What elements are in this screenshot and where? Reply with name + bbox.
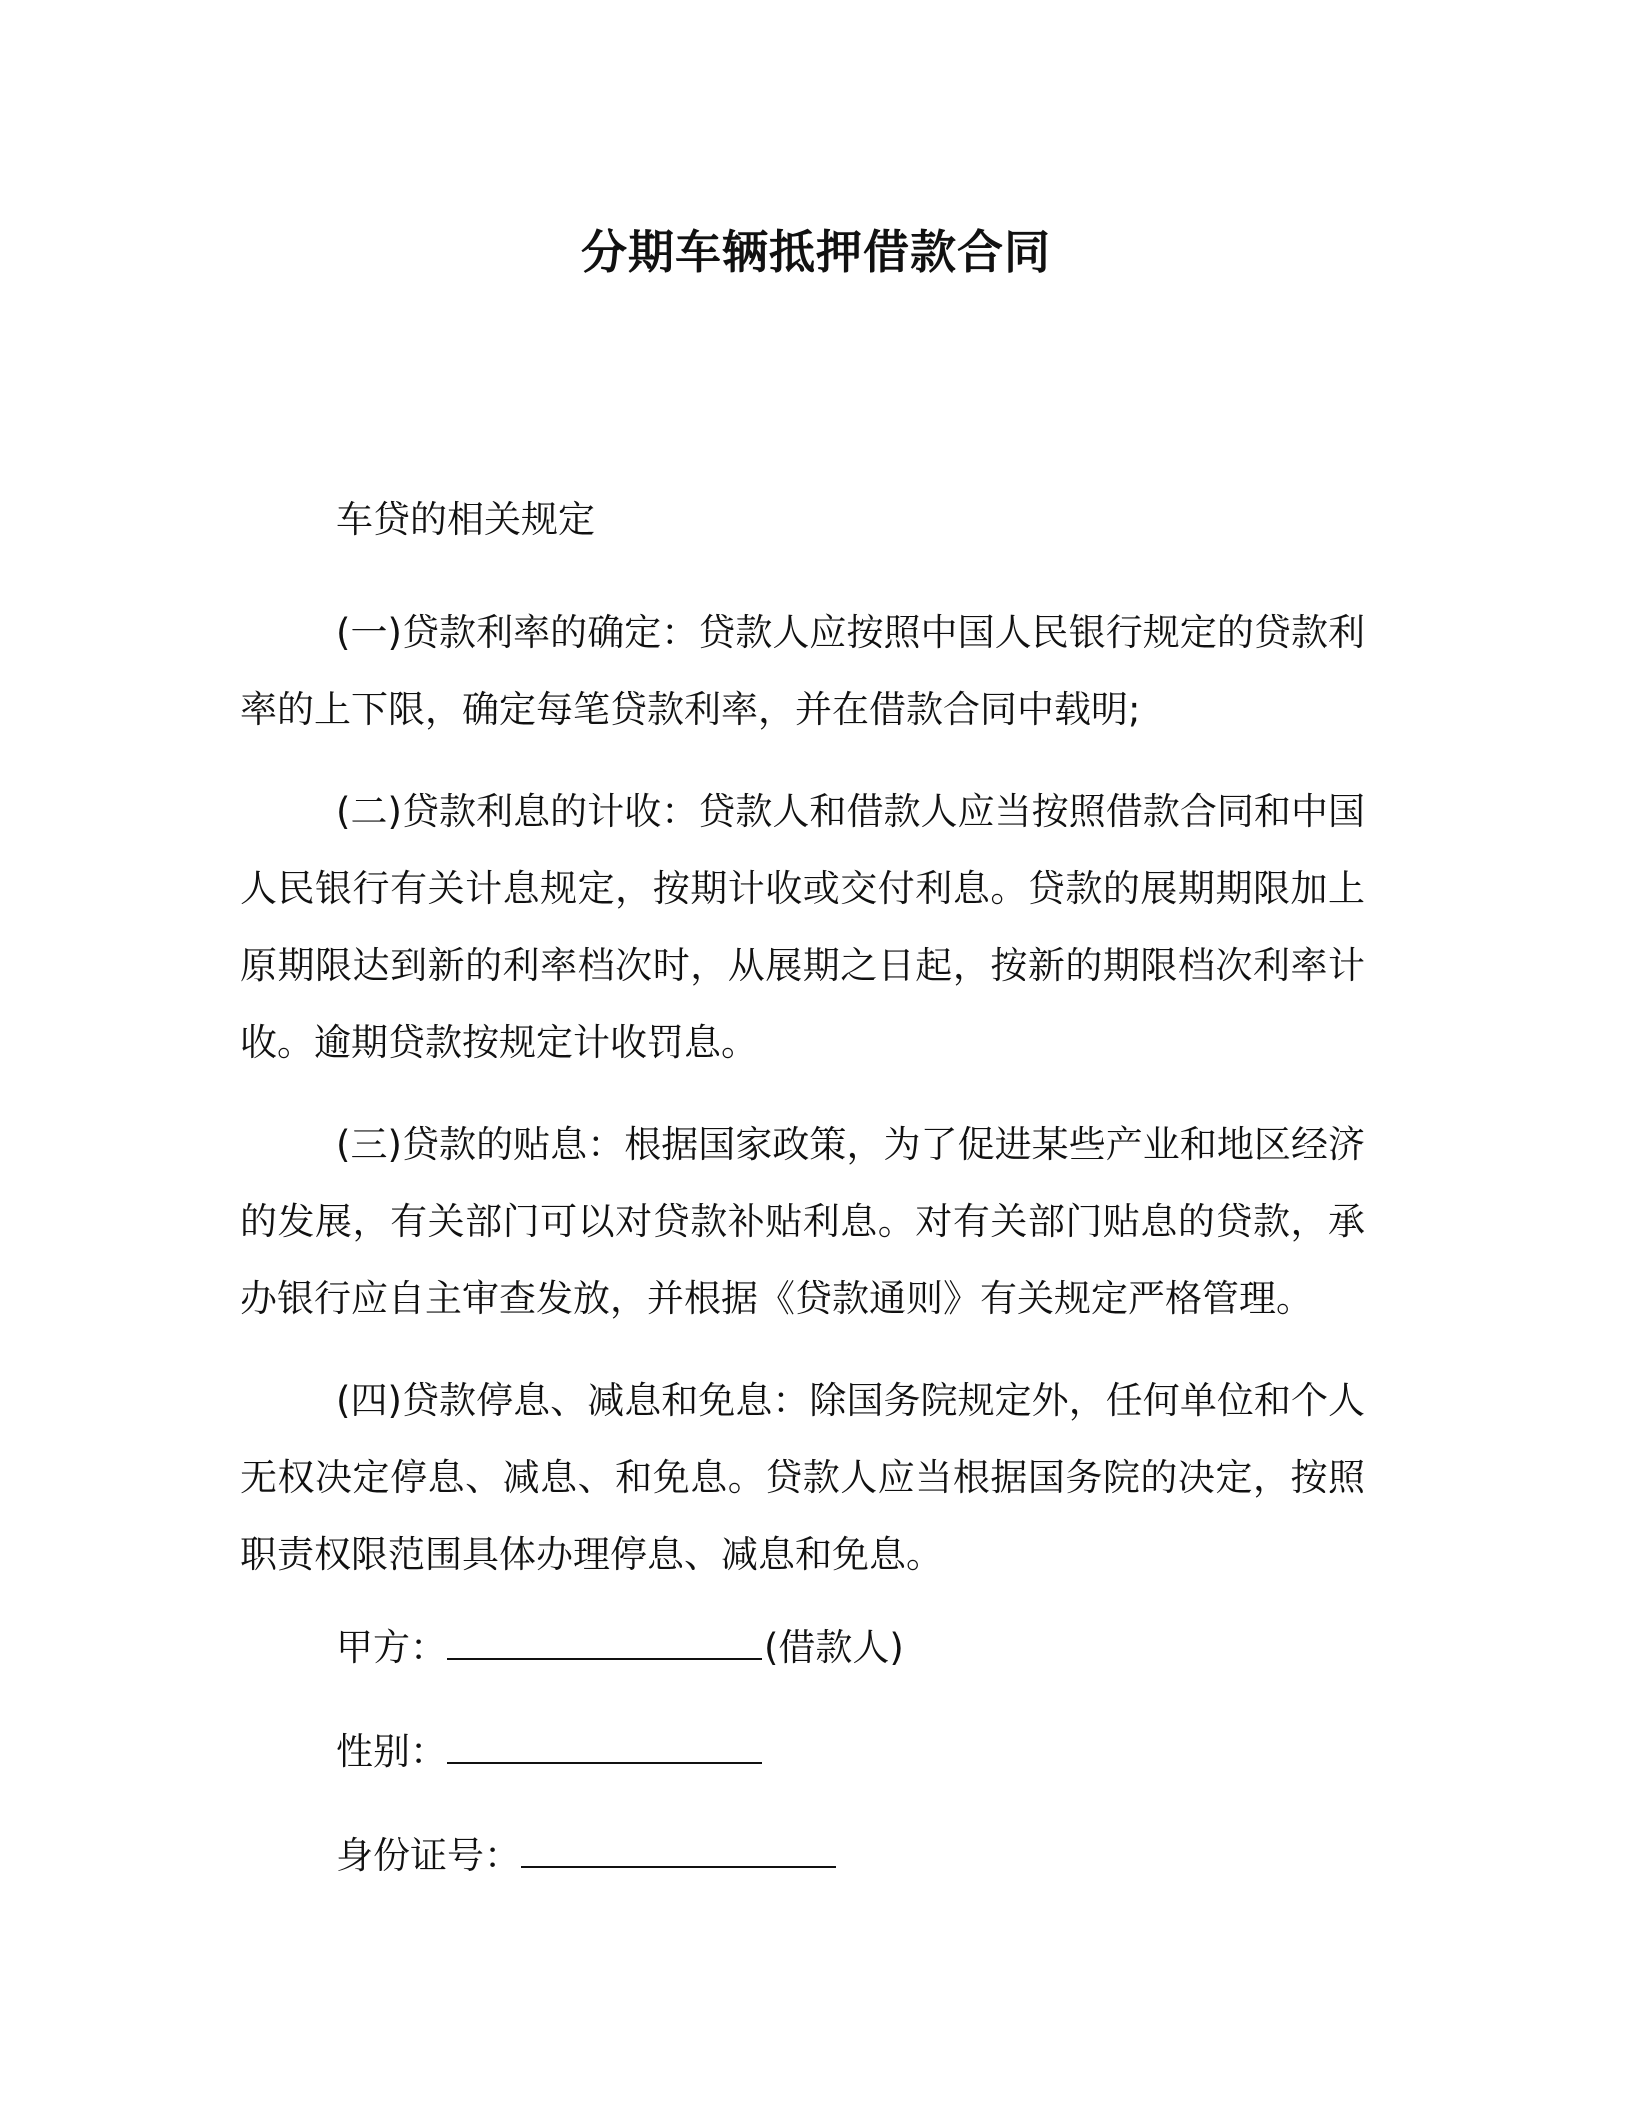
section-heading: 车贷的相关规定 [336, 498, 595, 541]
blank-line [447, 1620, 762, 1660]
document-title: 分期车辆抵押借款合同 [581, 225, 1051, 279]
field-id-number [240, 1826, 1365, 1886]
field-suffix: (借款人) [764, 1626, 904, 1669]
field-party-a [240, 1618, 1365, 1678]
field-label: 身份证号： [336, 1834, 521, 1877]
blank-line [447, 1724, 762, 1764]
paragraph-interest-subsidy: (三)贷款的贴息：根据国家政策，为了促进某些产业和地区经济的发展，有关部门可以对贷款补贴利息。对有关部门贴息的贷款，承办银行应自主审查发放，并根据《贷款通则》有关规定严格管理。 [240, 1123, 1365, 1320]
field-gender [240, 1722, 1365, 1782]
blank-line [521, 1828, 836, 1868]
field-label: 甲方： [336, 1626, 447, 1669]
document-body [240, 490, 1365, 1886]
paragraph-interest-rate: (一)贷款利率的确定：贷款人应按照中国人民银行规定的贷款利率的上下限，确定每笔贷款利率，并在借款合同中载明; [240, 611, 1365, 731]
field-label: 性别： [336, 1730, 447, 1773]
paragraph-interest-suspension: (四)贷款停息、减息和免息：除国务院规定外，任何单位和个人无权决定停息、减息、和免息。贷款人应当根据国务院的决定，按照职责权限范围具体办理停息、减息和免息。 [240, 1379, 1365, 1576]
paragraph-interest-calculation: (二)贷款利息的计收：贷款人和借款人应当按照借款合同和中国人民银行有关计息规定，按期计收或交付利息。贷款的展期期限加上原期限达到新的利率档次时，从展期之日起，按新的期限档次利率计收。逾期贷款按规定计收罚息。 [240, 790, 1365, 1064]
